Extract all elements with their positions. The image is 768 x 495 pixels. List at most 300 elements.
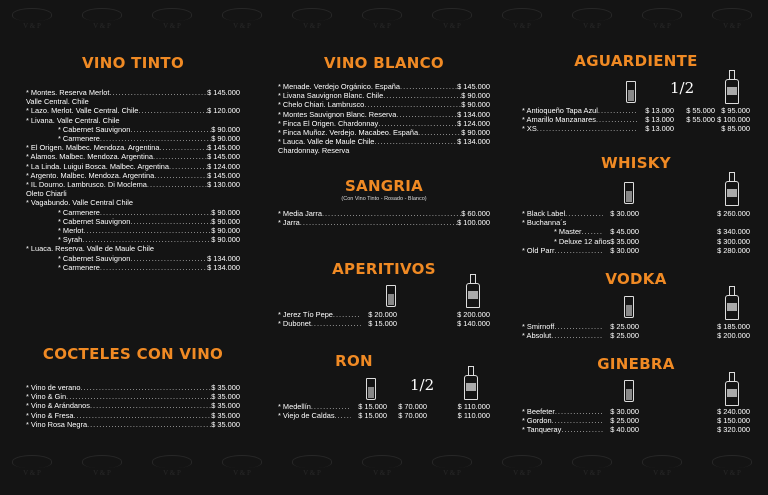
item-name: * Absolut (522, 331, 552, 341)
bull-head-icon (572, 8, 612, 21)
watermark-text: V & P (23, 22, 41, 30)
watermark-logo (710, 455, 754, 479)
watermark-text: V & P (443, 469, 461, 477)
bull-head-icon (222, 8, 262, 21)
list-item (26, 383, 240, 392)
watermark-text: V & P (653, 469, 671, 477)
table-row (522, 124, 750, 133)
item-name: * Vino Rosa Negra (26, 419, 88, 429)
item-name: * Luaca. Reserva. Valle de Maule Chile (26, 244, 155, 254)
vino-blanco-list (278, 82, 490, 156)
price-a: $ 30.000 (610, 208, 639, 218)
item-name: * Master (554, 227, 582, 237)
item-name: * Jerez Tío Pepe (278, 309, 333, 319)
watermark-text: V & P (723, 22, 741, 30)
dot-leader (311, 402, 351, 411)
item-price: $ 90.000 (211, 226, 240, 236)
list-item (26, 411, 240, 420)
dot-leader (400, 82, 457, 91)
bottle-icon (725, 70, 739, 104)
table-row (522, 331, 750, 340)
bull-head-icon (712, 8, 752, 21)
watermark-text: V & P (373, 469, 391, 477)
bull-head-icon (502, 8, 542, 21)
glass-icon (366, 378, 376, 400)
dot-leader (322, 209, 461, 218)
list-item (26, 162, 240, 171)
table-row (278, 319, 490, 328)
item-name: * Tanqueray (522, 425, 562, 435)
item-name: * Gordon (522, 416, 552, 426)
section-whisky (522, 154, 750, 255)
price-a: $ 25.000 (610, 321, 639, 331)
price-h: $ 70.000 (398, 411, 427, 421)
item-name: * Argento. Malbec. Mendoza. Argentina (26, 170, 155, 180)
table-row (522, 106, 750, 115)
dot-leader (596, 115, 638, 124)
watermark-text: V & P (163, 22, 181, 30)
list-item (278, 209, 490, 218)
price-h: $ 55.000 (686, 115, 715, 125)
item-name: * Black Label (522, 208, 566, 218)
watermark-text: V & P (163, 469, 181, 477)
watermark-logo (290, 8, 334, 32)
price-a: $ 30.000 (610, 406, 639, 416)
item-name: * Media Jarra (278, 209, 322, 218)
bottle-icon (725, 286, 739, 320)
table-row (522, 237, 750, 246)
price-a: $ 45.000 (610, 227, 639, 237)
cocteles-list (26, 383, 240, 429)
item-price: $ 145.000 (207, 143, 240, 153)
list-item (26, 244, 240, 253)
list-item (26, 420, 240, 429)
item-name: * Lauca. Valle de Maule Chile (278, 137, 375, 147)
dot-leader (66, 392, 211, 401)
bull-head-icon (432, 8, 472, 21)
item-price: $ 145.000 (207, 88, 240, 97)
dot-leader (537, 124, 638, 133)
price-a: $ 13.000 (645, 124, 674, 134)
price-a: $ 15.000 (358, 401, 387, 411)
item-name: * Livana. Valle Central. Chile (26, 115, 120, 125)
watermark-logo (710, 8, 754, 32)
watermark-text: V & P (513, 22, 531, 30)
item-price: $ 90.000 (461, 100, 490, 110)
watermark-logo (570, 8, 614, 32)
dot-leader (154, 171, 207, 180)
dot-leader (147, 180, 207, 189)
list-item (26, 106, 240, 115)
bull-head-icon (12, 8, 52, 21)
item-name: Oleto Chiarli (26, 189, 67, 199)
bull-head-icon (572, 455, 612, 468)
watermark-text: V & P (93, 469, 111, 477)
list-item (26, 152, 240, 161)
item-name: * Amarillo Manzanares (522, 115, 596, 125)
section-title: WHISKY (601, 154, 671, 172)
list-item (26, 143, 240, 152)
dot-leader (100, 208, 211, 217)
item-price: $ 90.000 (211, 235, 240, 245)
section-title: RON (335, 352, 373, 370)
item-name: * Medellín (278, 401, 311, 411)
item-name: * Finca Muñoz. Verdejo. Macabeo. España (278, 128, 419, 138)
bull-head-icon (82, 8, 122, 21)
section-vino-blanco (278, 54, 490, 156)
item-name: * Montes. Reserva Merlot (26, 88, 110, 97)
section-aguardiente (522, 52, 750, 134)
list-item (26, 198, 240, 207)
list-item (278, 128, 490, 137)
item-name: * Antioqueño Tapa Azul (522, 105, 598, 115)
list-item (26, 217, 240, 226)
list-item (26, 97, 240, 106)
glass-icon (624, 380, 634, 402)
section-title: AGUARDIENTE (574, 52, 698, 70)
watermark-text: V & P (513, 469, 531, 477)
price-a: $ 35.000 (610, 236, 639, 246)
price-b: $ 260.000 (717, 208, 750, 218)
item-price: $ 90.000 (211, 216, 240, 226)
ron-list (278, 402, 490, 420)
bull-head-icon (432, 455, 472, 468)
list-item (278, 100, 490, 109)
price-b: $ 340.000 (717, 227, 750, 237)
whisky-list (522, 209, 750, 255)
dot-leader (598, 106, 638, 115)
dot-leader (396, 110, 457, 119)
dot-leader (83, 226, 211, 235)
bull-head-icon (642, 8, 682, 21)
item-name: * Vino & Arándanos (26, 401, 90, 411)
item-name: Valle Central. Chile (26, 97, 89, 107)
table-row (522, 115, 750, 124)
item-name: * Lazo. Merlot. Valle Central. Chile (26, 106, 139, 116)
watermark-text: V & P (583, 469, 601, 477)
watermark-logo (360, 455, 404, 479)
dot-leader (153, 152, 207, 161)
price-b: $ 100.000 (717, 115, 750, 125)
item-name: * Old Parr (522, 245, 555, 255)
list-item (26, 401, 240, 410)
item-price: $ 35.000 (211, 410, 240, 420)
price-b: $ 320.000 (717, 425, 750, 435)
price-a: $ 13.000 (645, 115, 674, 125)
item-price: $ 90.000 (211, 124, 240, 134)
table-row (278, 310, 490, 319)
bull-head-icon (292, 455, 332, 468)
price-b: $ 200.000 (717, 331, 750, 341)
item-name: * Menade. Verdejo Orgánico. España (278, 82, 401, 91)
price-b: $ 300.000 (717, 236, 750, 246)
watermark-logo (360, 8, 404, 32)
price-b: $ 140.000 (457, 319, 490, 329)
item-name: * Buchanna´s (522, 218, 567, 228)
dot-leader (582, 227, 603, 236)
section-title: APERITIVOS (332, 260, 436, 278)
item-price: $ 134.000 (207, 262, 240, 272)
bull-head-icon (222, 455, 262, 468)
item-name: * Carmenere (58, 262, 100, 272)
watermark-logo (150, 455, 194, 479)
section-title: GINEBRA (597, 355, 675, 373)
dot-leader (109, 88, 207, 97)
watermark-logo (290, 455, 334, 479)
dot-leader (82, 235, 211, 244)
item-name: * XS (522, 124, 537, 134)
glass-icon (624, 296, 634, 318)
item-price: $ 120.000 (207, 106, 240, 116)
watermark-logo (220, 8, 264, 32)
half-bottle-label: 1/2 (410, 376, 435, 394)
section-title: COCTELES CON VINO (42, 345, 224, 363)
sangria-list (278, 209, 490, 227)
bull-head-icon (152, 455, 192, 468)
dot-leader (100, 263, 207, 272)
price-b: $ 110.000 (457, 411, 490, 421)
item-price: $ 90.000 (211, 207, 240, 217)
item-name: * Finca El Origen. Chardonnay (278, 118, 379, 128)
price-a: $ 15.000 (358, 411, 387, 421)
section-title: VODKA (605, 270, 667, 288)
price-a: $ 25.000 (610, 416, 639, 426)
item-name: * Dubonet (278, 319, 311, 329)
dot-leader (160, 143, 208, 152)
bull-head-icon (362, 8, 402, 21)
item-name: * Vino & Gin (26, 392, 67, 402)
watermark-logo (640, 8, 684, 32)
item-name: * Merlot (58, 226, 84, 236)
price-a: $ 15.000 (368, 319, 397, 329)
bull-head-icon (292, 8, 332, 21)
dot-leader (300, 218, 457, 227)
half-bottle-label: 1/2 (670, 79, 695, 97)
item-price: $ 145.000 (207, 152, 240, 162)
list-item (26, 134, 240, 143)
watermark-text: V & P (723, 469, 741, 477)
price-a: $ 13.000 (645, 105, 674, 115)
price-b: $ 280.000 (717, 245, 750, 255)
dot-leader (130, 254, 207, 263)
item-name: * IL Dourno. Lambrusco. Di Moclema (26, 180, 147, 190)
section-ron (278, 352, 490, 421)
item-price: $ 130.000 (207, 180, 240, 190)
item-price: $ 90.000 (211, 134, 240, 144)
item-price: $ 90.000 (461, 128, 490, 138)
item-name: * Vino & Fresa (26, 410, 74, 420)
dot-leader (383, 91, 461, 100)
bottle-icon (466, 274, 480, 308)
list-item (278, 110, 490, 119)
item-name: * Cabernet Sauvignon (58, 253, 131, 263)
item-price: $ 134.000 (457, 137, 490, 147)
dot-leader (554, 322, 603, 331)
watermark-text: V & P (443, 22, 461, 30)
item-price: $ 100.000 (457, 218, 490, 228)
item-price: $ 90.000 (461, 91, 490, 101)
bull-head-icon (502, 455, 542, 468)
watermark-text: V & P (583, 22, 601, 30)
price-b: $ 110.000 (457, 401, 490, 411)
price-a: $ 20.000 (368, 309, 397, 319)
glass-icon (626, 81, 636, 103)
table-row (522, 425, 750, 434)
dot-leader (561, 425, 603, 434)
watermark-text: V & P (303, 469, 321, 477)
table-row (522, 246, 750, 255)
item-price: $ 145.000 (207, 170, 240, 180)
dot-leader (565, 209, 603, 218)
section-title: VINO BLANCO (324, 54, 444, 72)
item-name: * Carmenere (58, 207, 100, 217)
glass-icon (386, 285, 396, 307)
list-item (26, 254, 240, 263)
price-b: $ 150.000 (717, 416, 750, 426)
list-item (278, 218, 490, 227)
list-item (26, 226, 240, 235)
item-name: * Jarra (278, 218, 300, 228)
watermark-logo (80, 455, 124, 479)
price-h: $ 55.000 (686, 105, 715, 115)
watermark-logo (570, 455, 614, 479)
table-row (278, 402, 490, 411)
price-b: $ 95.000 (721, 105, 750, 115)
item-price: $ 124.000 (457, 118, 490, 128)
item-name: * El Origen. Malbec. Mendoza. Argentina (26, 143, 160, 153)
item-name: * Vino de verano (26, 383, 81, 392)
item-price: $ 134.000 (457, 109, 490, 119)
section-ginebra (522, 355, 750, 435)
list-item (26, 263, 240, 272)
price-b: $ 185.000 (717, 321, 750, 331)
section-vino-tinto (26, 54, 240, 272)
section-title: VINO TINTO (81, 54, 185, 72)
price-a: $ 25.000 (610, 331, 639, 341)
dot-leader (335, 411, 351, 420)
watermark-text: V & P (23, 469, 41, 477)
watermark-logo (10, 455, 54, 479)
item-name: * Livana Sauvignon Blanc. Chile (278, 91, 384, 101)
dot-leader (418, 128, 461, 137)
list-item (26, 392, 240, 401)
dot-leader (74, 411, 212, 420)
item-name: * Cabernet Sauvignon (58, 124, 131, 134)
price-a: $ 40.000 (610, 425, 639, 435)
item-name: * Beefeter (522, 406, 555, 416)
bull-head-icon (152, 8, 192, 21)
dot-leader (333, 310, 361, 319)
dot-leader (311, 319, 361, 328)
watermark-logo (80, 8, 124, 32)
watermark-logo (500, 8, 544, 32)
ginebra-list (522, 407, 750, 435)
item-name: * Viejo de Caldas (278, 411, 335, 421)
bull-head-icon (82, 455, 122, 468)
list-item (26, 235, 240, 244)
watermark-logo (10, 8, 54, 32)
watermark-logo (500, 455, 544, 479)
item-name: * La Linda. Luigui Bosca. Malbec. Argentina (26, 161, 169, 171)
watermark-text: V & P (233, 22, 251, 30)
watermark-text: V & P (303, 22, 321, 30)
watermark-logo (220, 455, 264, 479)
bull-head-icon (712, 455, 752, 468)
table-row (522, 416, 750, 425)
item-price: $ 145.000 (457, 82, 490, 91)
watermark-text: V & P (93, 22, 111, 30)
dot-leader (374, 137, 457, 146)
list-item (26, 180, 240, 189)
vodka-list (522, 322, 750, 340)
item-price: $ 35.000 (211, 383, 240, 392)
dot-leader (378, 119, 457, 128)
dot-leader (551, 331, 603, 340)
watermark-logo (150, 8, 194, 32)
table-row (522, 227, 750, 236)
bull-head-icon (362, 455, 402, 468)
dot-leader (90, 401, 211, 410)
aperitivos-list (278, 310, 490, 328)
item-name: * Smirnoff (522, 321, 555, 331)
list-item (26, 125, 240, 134)
table-row (522, 322, 750, 331)
item-price: $ 35.000 (211, 392, 240, 402)
price-b: $ 240.000 (717, 406, 750, 416)
item-name: * Syrah (58, 235, 83, 245)
section-aperitivos (278, 260, 490, 329)
list-item (278, 82, 490, 91)
list-item (26, 88, 240, 97)
table-row (278, 411, 490, 420)
aguardiente-list (522, 106, 750, 134)
list-item (278, 137, 490, 146)
price-b: $ 85.000 (721, 124, 750, 134)
item-price: $ 134.000 (207, 253, 240, 263)
bottle-icon (464, 366, 478, 400)
price-a: $ 30.000 (610, 245, 639, 255)
list-item (278, 146, 490, 155)
item-name: * Vagabundo. Valle Central Chile (26, 198, 133, 208)
item-name: * Cabernet Sauvignon (58, 216, 131, 226)
dot-leader (364, 100, 461, 109)
bottle-icon (725, 372, 739, 406)
table-row (522, 407, 750, 416)
item-price: $ 35.000 (211, 401, 240, 411)
dot-leader (87, 420, 211, 429)
price-h: $ 70.000 (398, 401, 427, 411)
item-price: $ 124.000 (207, 161, 240, 171)
item-name: * Deluxe 12 años (554, 236, 611, 246)
watermark-logo (430, 455, 474, 479)
table-row (522, 218, 750, 227)
item-name: Chardonnay. Reserva (278, 146, 350, 156)
item-price: $ 60.000 (461, 209, 490, 218)
bottle-icon (725, 172, 739, 206)
watermark-logo (430, 8, 474, 32)
list-item (26, 116, 240, 125)
section-vodka (522, 270, 750, 341)
glass-icon (624, 182, 634, 204)
list-item (26, 171, 240, 180)
list-item (278, 91, 490, 100)
section-subtitle: (Con Vino Tinto - Rosado - Blanco) (341, 196, 427, 202)
dot-leader (81, 383, 212, 392)
watermark-text: V & P (233, 469, 251, 477)
vino-tinto-list (26, 88, 240, 272)
item-name: * Chelo Chiari. Lambrusco (278, 100, 365, 110)
dot-leader (169, 162, 207, 171)
